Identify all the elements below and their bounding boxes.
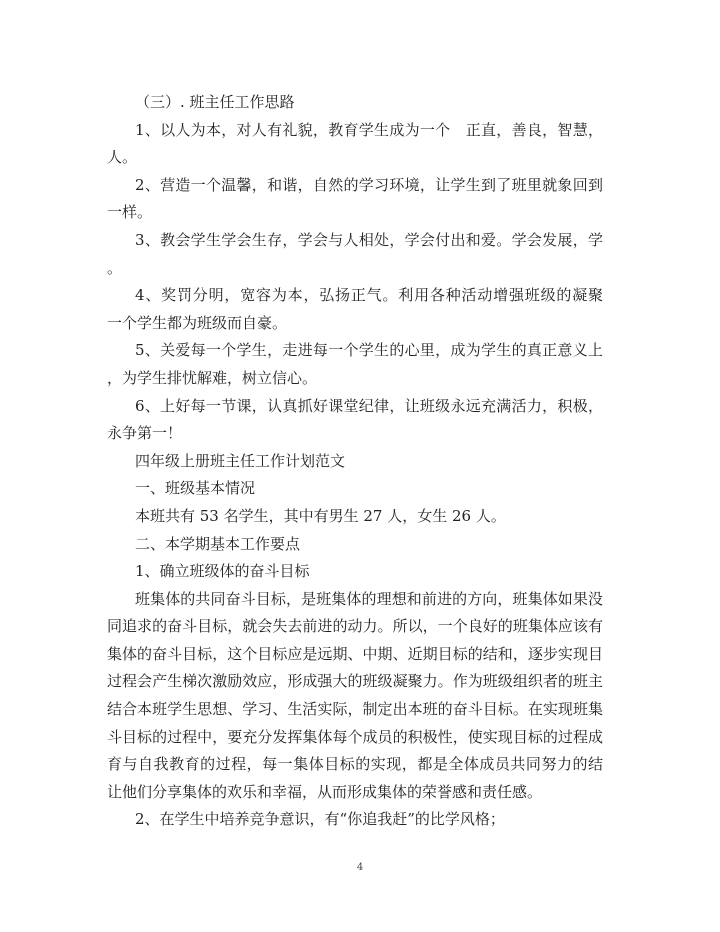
text-line: 一个学生都为班级而自豪。 xyxy=(107,313,288,332)
text-line: 1、确立班级体的奋斗目标 xyxy=(135,562,310,581)
document-body xyxy=(107,89,603,834)
text-line: 永争第一！ xyxy=(107,424,183,443)
text-line: 同追求的奋斗目标，就会失去前进的动力。所以，一个良好的班集体应该有 xyxy=(107,617,603,636)
text-line: 4、奖罚分明，宽容为本，弘扬正气。利用各种活动增强班级的凝聚 xyxy=(135,286,603,305)
text-line: 2、在学生中培养竞争意识，有“你追我赶”的比学风格； xyxy=(135,810,505,829)
text-line: 6、上好每一节课，认真抓好课堂纪律，让班级永远充满活力，积极， xyxy=(135,396,603,415)
text-line: 让他们分享集体的欢乐和幸福，从而形成集体的荣誉感和责任感。 xyxy=(107,782,543,801)
text-line: 2、营造一个温馨，和谐，自然的学习环境，让学生到了班里就象回到 xyxy=(135,175,603,194)
text-line: 人。 xyxy=(107,148,138,167)
text-line: 过程会产生梯次激励效应，形成强大的班级凝聚力。作为班级组织者的班主 xyxy=(107,672,603,691)
text-line: （三）. 班主任工作思路 xyxy=(135,93,295,111)
text-line: 3、教会学生学会生存，学会与人相处，学会付出和爱。学会发展，学 xyxy=(135,230,603,249)
text-line: 育与自我教育的过程，每一集体目标的实现，都是全体成员共同努力的结 xyxy=(107,755,603,774)
text-line: 斗目标的过程中，要充分发挥集体每个成员的积极性，使实现目标的过程成 xyxy=(107,727,603,746)
text-line: 集体的奋斗目标，这个目标应是远期、中期、近期目标的结和，逐步实现目 xyxy=(107,644,603,663)
text-line: 。 xyxy=(107,258,123,277)
text-line: 一、班级基本情况 xyxy=(135,479,256,498)
text-line: 本班共有 53 名学生，其中有男生 27 人，女生 26 人。 xyxy=(135,506,506,525)
text-line: ，为学生排忧解难，树立信心。 xyxy=(107,368,318,387)
text-line: 一样。 xyxy=(107,203,153,222)
text-line: 5、关爱每一个学生，走进每一个学生的心里，成为学生的真正意义上 xyxy=(135,341,603,360)
text-line: 结合本班学生思想、学习、生活实际，制定出本班的奋斗目标。在实现班集 xyxy=(107,700,603,719)
text-line: 1、以人为本，对人有礼貌，教育学生成为一个 正直，善良，智慧， xyxy=(135,120,603,139)
text-line: 班集体的共同奋斗目标，是班集体的理想和前进的方向，班集体如果没 xyxy=(135,589,603,608)
text-line: 二、本学期基本工作要点 xyxy=(135,534,301,553)
text-line: 四年级上册班主任工作计划范文 xyxy=(135,451,346,470)
page-number: 4 xyxy=(356,862,364,873)
